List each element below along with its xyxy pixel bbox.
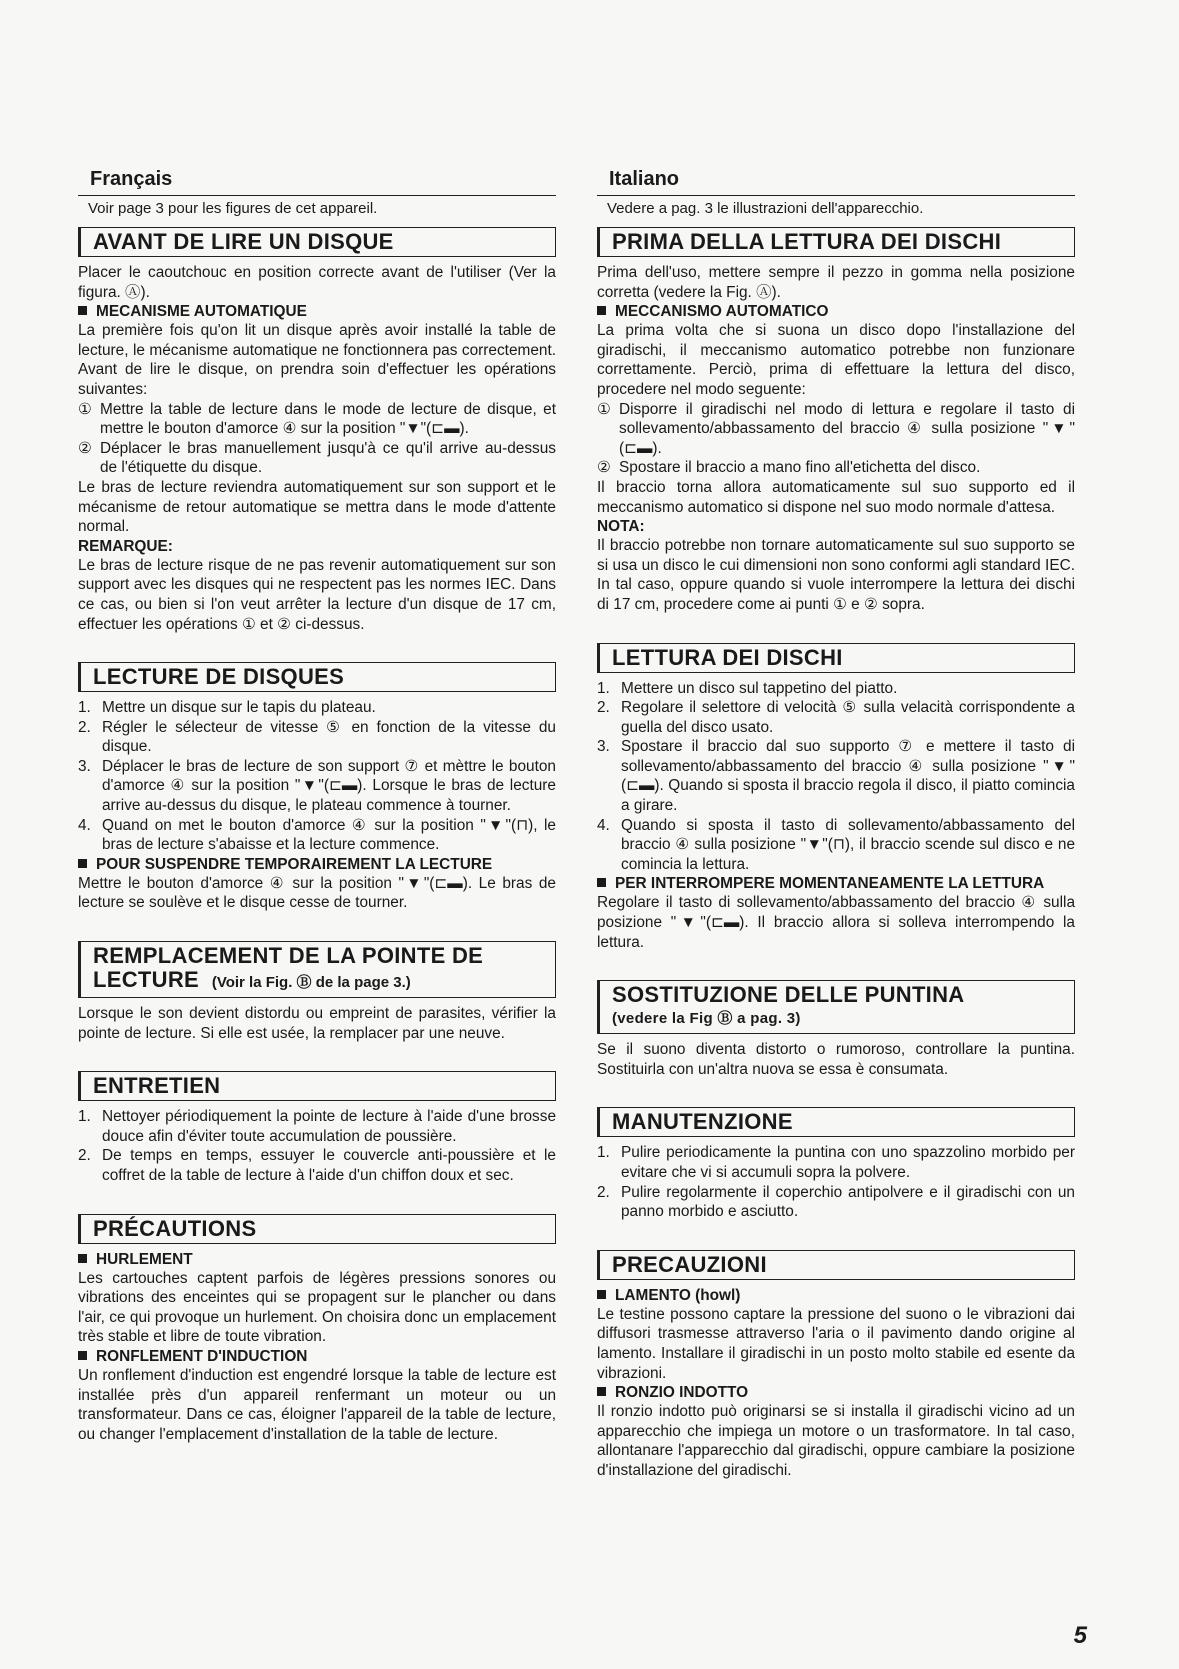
subheading: HURLEMENT: [78, 1250, 556, 1269]
subheading: POUR SUSPENDRE TEMPORAIREMENT LA LECTURE: [78, 855, 556, 874]
step: ② Déplacer le bras manuellement jusqu'à ce qu'il arrive au-dessus de l'étiquette du disque.: [78, 439, 556, 477]
nota-heading: NOTA:: [597, 518, 645, 536]
list-item: 3. Spostare il braccio dal suo supporto ⑦ e mettere il tasto di sollevamento/abbassamento del braccio ④ sulla posizione "▼"(⊏▬). Quando si sposta il braccio regola il disco, il piatto comincia a girare.: [597, 738, 1075, 815]
step: ① Disporre il giradischi nel modo di lettura e regolare il tasto di sollevamento/abbassamento del braccio ④ sulla posizione "▼"(⊏▬).: [597, 400, 1075, 457]
figure-note: Vedere a pag. 3 le illustrazioni dell'apparecchio.: [597, 195, 1075, 221]
section-title: PRIMA DELLA LETTURA DEI DISCHI: [597, 227, 1075, 257]
paragraph: Il braccio potrebbe non tornare automaticamente sul suo supporto se si usa un disco le cui dimensioni non sono conformi agli standard IEC. In tal caso, oppure quando si vuole interrompere la lettura dei dischi di 17 cm, procedere come ai punti ① e ② sopra.: [597, 537, 1075, 613]
language-heading: Italiano: [609, 168, 680, 190]
list-item: 4. Quand on met le bouton d'amorce ④ sur la position "▼"(⊓), le bras de lecture s'abaisse et la lecture commence.: [78, 816, 556, 854]
bullet-square-icon: [78, 1254, 87, 1263]
paragraph: Le testine possono captare la pressione del suono o le vibrazioni dai diffusori trasmesse attraverso l'aria o il pavimento dando origine al lamento. Installare il giradischi in un posto molto stabile ed esente da vibrazioni.: [597, 1305, 1075, 1382]
paragraph: Il ronzio indotto può originarsi se si installa il giradischi vicino ad un apparecchio che impiega un motore o un trasformatore. In tal caso, allontanare l'apparecchio dal giradischi, oppure cambiare la posizione d'installazione del giradischi.: [597, 1403, 1075, 1479]
italian-column: [597, 168, 1075, 1481]
bullet-square-icon: [597, 878, 606, 887]
paragraph: La première fois qu'on lit un disque après avoir installé la table de lecture, le mécanisme automatique ne fonctionnera pas correctement. Avant de lire le disque, on prendra soin d'effectuer les opérations suivantes:: [78, 322, 556, 398]
paragraph: Un ronflement d'induction est engendré lorsque la table de lecture est installée près d'un appareil renfermant un moteur ou un transformateur. Dans ce cas, éloigner l'appareil de la table de lecture, ou changer l'emplacement d'installation de la table de lecture.: [78, 1366, 556, 1443]
numbered-list: [78, 1107, 556, 1185]
remark-heading: REMARQUE:: [78, 537, 173, 555]
section-title: LECTURE DE DISQUES: [78, 662, 556, 692]
list-item: 1. Mettere un disco sul tappetino del piatto.: [597, 679, 898, 697]
section-title: PRÉCAUTIONS: [78, 1214, 556, 1244]
list-item: 2. Regolare il selettore di velocità ⑤ sulla velacità corrispondente a guella del disco usato.: [597, 699, 1075, 736]
section-title: MANUTENZIONE: [597, 1107, 1075, 1137]
list-item: 1. Mettre un disque sur le tapis du plateau.: [78, 699, 376, 717]
paragraph: Lorsque le son devient distordu ou empreint de parasites, vérifier la pointe de lecture. Si elle est usée, la remplacer par une neuve.: [78, 1005, 556, 1042]
list-item: 3. Déplacer le bras de lecture de son support ⑦ et mèttre le bouton d'amorce ④ sur la position "▼"(⊏▬). Lorsque le bras de lecture arrive au-dessus du disque, le plateau commence à tourner.: [78, 757, 556, 815]
numbered-list: [597, 1143, 1075, 1221]
bullet-square-icon: [78, 1351, 87, 1360]
section-title: AVANT DE LIRE UN DISQUE: [78, 227, 556, 257]
paragraph: Le bras de lecture risque de ne pas revenir automatiquement sur son support avec les disques qui ne respectent pas les normes IEC. Dans ce cas, ou bien si l'on veut arrêter la lecture d'un disque de 17 cm, effectuer les opérations ① et ② ci-dessus.: [78, 556, 556, 633]
list-item: 2. Pulire regolarmente il coperchio antipolvere e il giradischi con un panno morbido e asciutto.: [597, 1183, 1075, 1221]
paragraph: Le bras de lecture reviendra automatiquement sur son support et le mécanisme de retour automatique se mettra dans le mode d'attente normal.: [78, 478, 556, 536]
subheading: MECANISME AUTOMATIQUE: [78, 302, 556, 321]
numbered-list: [78, 698, 556, 855]
subheading: LAMENTO (howl): [597, 1286, 1075, 1305]
paragraph: Les cartouches captent parfois de légères pressions sonores ou vibrations des enceintes qui se propagent sur le plancher ou dans l'air, ce qui provoque un hurlement. On choisira donc un emplacement très stable et libre de toute vibration.: [78, 1269, 556, 1346]
paragraph: Regolare il tasto di sollevamento/abbassamento del braccio ④ sulla posizione "▼"(⊏▬). Il braccio allora si solleva interrompendo la lettura.: [597, 894, 1075, 951]
section-title: LETTURA DEI DISCHI: [597, 643, 1075, 673]
numbered-list: [597, 679, 1075, 875]
bullet-square-icon: [78, 306, 87, 315]
subheading: RONFLEMENT D'INDUCTION: [78, 1347, 556, 1366]
list-item: 2. De temps en temps, essuyer le couvercle anti-poussière et le coffret de la table de lecture à l'aide d'un chiffon doux et sec.: [78, 1147, 556, 1184]
section-title: REMPLACEMENT DE LA POINTE DE LECTURE (Voir la Fig. Ⓑ de la page 3.): [78, 941, 556, 998]
paragraph: Prima dell'uso, mettere sempre il pezzo in gomma nella posizione corretta (vedere la Fig. Ⓐ).: [597, 264, 1075, 301]
step: ① Mettre la table de lecture dans le mode de lecture de disque, et mettre le bouton d'amorce ④ sur la position "▼"(⊏▬).: [78, 400, 556, 438]
bullet-square-icon: [78, 859, 87, 868]
subheading: RONZIO INDOTTO: [597, 1383, 1075, 1402]
paragraph: Il braccio torna allora automaticamente sul suo supporto ed il meccanismo automatico si dispone nel suo modo normale d'attesa.: [597, 478, 1075, 516]
list-item: 4. Quando si sposta il tasto di sollevamento/abbassamento del braccio ④ sulla posizione "▼"(⊓), il braccio scende sul disco e ne comincia la lettura.: [597, 816, 1075, 873]
bullet-square-icon: [597, 306, 606, 315]
language-heading: Français: [90, 168, 173, 190]
page-number: 5: [1073, 1622, 1087, 1649]
section-title: SOSTITUZIONE DELLE PUNTINA (vedere la Fig Ⓑ a pag. 3): [597, 980, 1075, 1034]
paragraph: Placer le caoutchouc en position correcte avant de l'utiliser (Ver la figura. Ⓐ).: [78, 264, 556, 301]
list-item: 2. Régler le sélecteur de vitesse ⑤ en fonction de la vitesse du disque.: [78, 718, 556, 756]
list-item: 1. Pulire periodicamente la puntina con uno spazzolino morbido per evitare che vi si accumuli sopra la polvere.: [597, 1144, 1075, 1181]
subheading: MECCANISMO AUTOMATICO: [597, 302, 1075, 321]
paragraph: Mettre le bouton d'amorce ④ sur la position "▼"(⊏▬). Le bras de lecture se soulève et le disque cesse de tourner.: [78, 874, 556, 912]
bullet-square-icon: [597, 1290, 606, 1299]
section-title: ENTRETIEN: [78, 1071, 556, 1101]
paragraph: Se il suono diventa distorto o rumoroso, controllare la puntina. Sostituirla con un'altra nuova se essa è consumata.: [597, 1041, 1075, 1078]
french-column: [78, 168, 556, 1444]
paragraph: La prima volta che si suona un disco dopo l'installazione del giradischi, il meccanismo automatico potrebbe non funzionare correttamente. Perciò, prima di effettuare la lettura del disco, procedere nel modo seguente:: [597, 322, 1075, 398]
subheading: PER INTERROMPERE MOMENTANEAMENTE LA LETTURA: [597, 874, 1075, 893]
list-item: 1. Nettoyer périodiquement la pointe de lecture à l'aide d'une brosse douce afin d'éviter toute accumulation de poussière.: [78, 1108, 556, 1145]
bullet-square-icon: [597, 1387, 606, 1396]
step: ② Spostare il braccio a mano fino all'etichetta del disco.: [597, 459, 981, 477]
figure-note: Voir page 3 pour les figures de cet appareil.: [78, 195, 556, 221]
section-title: PRECAUZIONI: [597, 1250, 1075, 1280]
